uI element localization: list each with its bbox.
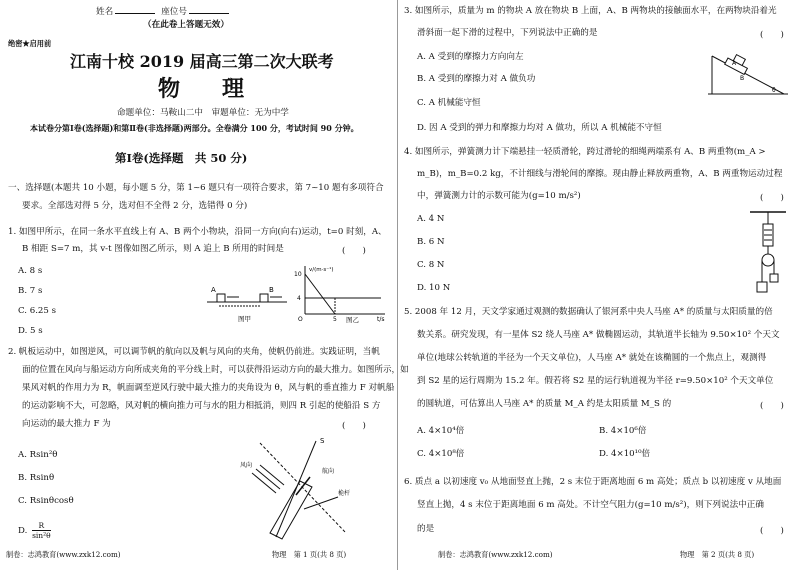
q5-option-b: B. 4×10⁶倍 xyxy=(599,426,647,436)
q4-line-3: 中，弹簧测力计的示数可能为(g=10 m/s²) xyxy=(417,191,581,201)
q5-line-1: 5. 2008 年 12 月，天文学家通过观测的数据确认了银河系中央人马座 A* 的质量与太阳质量的倍 xyxy=(404,307,773,317)
q1-fig-a-caption: 图甲 xyxy=(238,315,251,323)
q2-line-1: 2. 帆板运动中，如图逆风，可以调节帆的航向以及帆与风向的夹角，使帆仍前进。实践证明，当帆 xyxy=(8,347,380,357)
q2-line-4: 的运动影响不大，可忽略，风对帆的横向推力可与水的阻力相抵消，则四 R 引起的使船沿 S 方 xyxy=(22,401,381,411)
q2-label-mast: 桅杆 xyxy=(338,490,351,497)
q2-label-wind: 风向 xyxy=(240,462,253,469)
q2-line-3: 果风对帆的作用力为 R，帆面调至逆风行驶中最大推力的夹角设为 θ，风与帆的垂直推力 F 对帆船 xyxy=(22,383,395,393)
q2-option-c: C. Rsinθcosθ xyxy=(18,496,74,506)
q2-fraction-denominator: sin²θ xyxy=(32,531,51,540)
section-line-1: 一、选择题(本题共 10 小题，每小题 5 分，第 1~6 题只有一项符合要求，第 7~10 题有多项符合 xyxy=(8,183,384,193)
q5-answer-paren: ( ) xyxy=(760,401,784,411)
q2-option-d-label: D. xyxy=(18,526,28,536)
q5-line-5: 的圆轨道，可估算出人马座 A* 的质量 M_A 约是太阳质量 M_S 的 xyxy=(417,399,672,409)
q4-option-b: B. 6 N xyxy=(417,237,445,247)
secret-mark: 绝密★启用前 xyxy=(8,39,52,48)
q6-answer-paren: ( ) xyxy=(760,526,784,536)
q6-line-3: 的是 xyxy=(417,524,435,534)
notice: （在此卷上答题无效） xyxy=(143,20,229,30)
q5-option-d: D. 4×10¹⁰倍 xyxy=(599,449,651,459)
q4-option-d: D. 10 N xyxy=(417,283,451,293)
footer-left-page: 物理 第 1 页(共 8 页) xyxy=(272,550,347,559)
q5-line-2: 数关系。研究发现，有一星体 S2 绕人马座 A* 做椭圆运动，其轨道半长轴为 9.50×10² 个天文 xyxy=(417,330,780,340)
q2-option-a: A. Rsin²θ xyxy=(18,450,58,460)
intro: 本试卷分第Ⅰ卷(选择题)和第Ⅱ卷(非选择题)两部分。全卷满分 100 分，考试时间 90 分钟。 xyxy=(30,123,359,133)
footer-right-page: 物理 第 2 页(共 8 页) xyxy=(680,550,755,559)
right-page xyxy=(398,0,794,570)
name-label: 姓名 xyxy=(96,7,114,17)
q3-label-theta: θ xyxy=(772,87,776,94)
q1-figure-b xyxy=(294,266,385,324)
q6-line-1: 6. 质点 a 以初速度 v₀ 从地面竖直上抛，2 s 末位于距离地面 6 m 高处；质点 b 以初速度 v 从地面 xyxy=(404,477,782,487)
q1-figure-a xyxy=(207,286,287,323)
q1-figure xyxy=(205,262,390,328)
q1-option-c: C. 6.25 s xyxy=(18,306,57,316)
q1-axis-v: v/(m·s⁻¹) xyxy=(309,267,334,273)
q2-option-b: B. Rsinθ xyxy=(18,473,55,483)
q3-option-d: D. 因 A 受到的弹力和摩擦力均对 A 做功，所以 A 机械能不守恒 xyxy=(417,123,662,133)
q2-sailboat-figure xyxy=(238,433,363,543)
seat-label: 座位号 xyxy=(161,7,187,17)
q1-origin: O xyxy=(298,316,303,323)
q1-option-b: B. 7 s xyxy=(18,286,43,296)
q5-option-a: A. 4×10⁴倍 xyxy=(417,426,465,436)
q3-line-1: 3. 如图所示，质量为 m 的物块 A 放在物块 B 上面，A、B 两物块的接触面水平，在两物块沿着光 xyxy=(404,6,777,16)
q2-answer-paren: ( ) xyxy=(342,421,366,431)
q2-line-5: 向运动的最大推力 F 为 xyxy=(22,419,111,429)
q4-line-2: m_B)，m_B=0.2 kg，不计细线与滑轮间的摩擦。现由静止释放两重物，A、B 两重物运动过程 xyxy=(417,169,783,179)
q1-fig-b-caption: 图乙 xyxy=(346,316,359,324)
q1-axis-t: t/s xyxy=(377,316,385,323)
section-line-2: 要求。全部选对得 5 分，选对但不全得 2 分，选错得 0 分) xyxy=(22,201,248,211)
name-field xyxy=(96,7,229,18)
q3-incline-figure xyxy=(706,50,790,98)
q2-option-d xyxy=(18,521,51,540)
svg-text:A: A xyxy=(211,286,216,294)
q2-line-2: 面的位置在风向与船运动方向所成夹角的平分线上时，可以获得沿运动方向的最大推力。如图所示，如 xyxy=(22,365,409,375)
q4-option-a: A. 4 N xyxy=(417,214,445,224)
svg-text:B: B xyxy=(269,286,274,294)
q2-label-s: S xyxy=(320,437,325,445)
q4-option-c: C. 8 N xyxy=(417,260,445,270)
q4-pulley-figure xyxy=(748,210,788,298)
q6-line-2: 竖直上抛，4 s 末位于距离地面 6 m 高处。不计空气阻力(g=10 m/s²)，则下列说法中正确 xyxy=(417,500,764,510)
q3-option-c: C. A 机械能守恒 xyxy=(417,98,481,108)
q3-option-a: A. A 受到的摩擦力方向向左 xyxy=(417,52,524,62)
q3-answer-paren: ( ) xyxy=(760,30,784,40)
authors: 命题单位：马鞍山二中 审题单位：无为中学 xyxy=(117,108,289,118)
q2-fraction-numerator: R xyxy=(32,521,51,531)
q1-line-1: 1. 如图甲所示，在同一条水平直线上有 A、B 两个小物块，沿同一方向(向右)运动，t=0 时刻，A、 xyxy=(8,227,387,237)
q5-option-c: C. 4×10⁸倍 xyxy=(417,449,465,459)
q1-tick-5: 5 xyxy=(333,316,337,323)
q1-line-2: B 相距 S=7 m，其 v-t 图像如图乙所示，则 A 追上 B 所用的时间是 xyxy=(22,244,284,254)
q2-label-course: 航向 xyxy=(322,468,335,475)
exam-title: 江南十校 2019 届高三第二次大联考 xyxy=(70,52,334,71)
part1-title: 第Ⅰ卷(选择题 共 50 分) xyxy=(115,151,248,165)
subject-title: 物 理 xyxy=(158,76,255,102)
q1-answer-paren: ( ) xyxy=(342,246,366,256)
q2-option-d-fraction xyxy=(32,521,51,540)
q3-label-a: A xyxy=(732,60,737,67)
q1-tick-4: 4 xyxy=(297,295,301,302)
footer-right-brand: 制卷：志鸿教育(www.zxk12.com) xyxy=(438,550,553,559)
q1-option-d: D. 5 s xyxy=(18,326,43,336)
q1-tick-10: 10 xyxy=(294,271,302,278)
q5-line-4: 到 S2 星的运行周期为 15.2 年。假若将 S2 星的运行轨道视为半径 r=9.50×10² 个天文单位 xyxy=(417,376,774,386)
footer-left-brand: 制卷：志鸿教育(www.zxk12.com) xyxy=(6,550,121,559)
q1-option-a: A. 8 s xyxy=(18,266,43,276)
q3-label-b: B xyxy=(740,75,745,82)
q4-answer-paren: ( ) xyxy=(760,193,784,203)
q3-line-2: 滑斜面一起下滑的过程中，下列说法中正确的是 xyxy=(417,28,598,38)
q3-option-b: B. A 受到的摩擦力对 A 做负功 xyxy=(417,74,536,84)
q4-line-1: 4. 如图所示，弹簧测力计下端悬挂一轻质滑轮，跨过滑轮的细绳两端系有 A、B 两重物(m_A > xyxy=(404,147,766,157)
q5-line-3: 单位(地球公转轨道的半径为一个天文单位)，人马座 A* 就处在该椭圆的一个焦点上，观测得 xyxy=(417,353,767,363)
